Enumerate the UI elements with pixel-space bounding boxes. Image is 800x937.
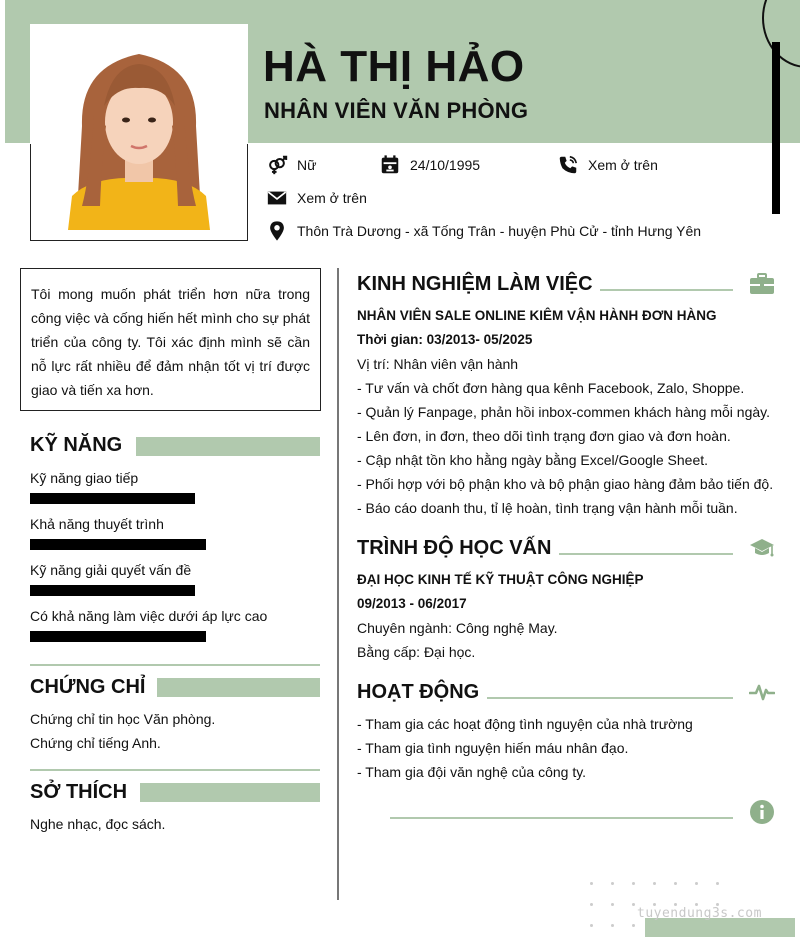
experience-company: NHÂN VIÊN SALE ONLINE KIÊM VẬN HÀNH ĐƠN HÀNG [357, 308, 717, 323]
column-divider [337, 268, 339, 900]
activity-item: - Tham gia đội văn nghệ của công ty. [357, 764, 587, 780]
phone-icon [557, 154, 579, 176]
skill-level-bar [30, 493, 195, 504]
dot [716, 882, 719, 885]
dot [632, 882, 635, 885]
candidate-name: HÀ THỊ HẢO [263, 42, 525, 91]
dot [611, 882, 614, 885]
gender-icon [266, 154, 288, 176]
gender-value: Nữ [297, 157, 317, 173]
dot [653, 882, 656, 885]
dot [590, 882, 593, 885]
experience-duty: - Báo cáo doanh thu, tỉ lệ hoàn, tình trạng vận hành mỗi tuần. [357, 500, 738, 516]
birthday-info [379, 154, 480, 176]
skill-label: Có khả năng làm việc dưới áp lực cao [30, 608, 268, 624]
hobbies-title-bar [140, 783, 320, 802]
section-divider [30, 664, 320, 666]
certificates-title-bar [157, 678, 320, 697]
skills-title: KỸ NĂNG [30, 434, 123, 456]
profile-photo [42, 36, 236, 230]
job-title: NHÂN VIÊN VĂN PHÒNG [264, 98, 529, 123]
watermark: tuyendung3s.com [637, 906, 762, 921]
phone-info [557, 154, 658, 176]
activities-title: HOẠT ĐỘNG [357, 681, 480, 703]
dot [611, 924, 614, 927]
envelope-icon [266, 187, 288, 209]
graduation-cap-icon [749, 535, 775, 561]
skill-level-bar [30, 585, 195, 596]
skill-label: Khả năng thuyết trình [30, 516, 164, 532]
certificate-item: Chứng chỉ tiếng Anh. [30, 735, 161, 751]
experience-title: KINH NGHIỆM LÀM VIỆC [357, 273, 593, 295]
education-degree: Bằng cấp: Đại học. [357, 644, 476, 660]
email-info [266, 187, 367, 209]
calendar-icon [379, 154, 401, 176]
experience-duty: - Quản lý Fanpage, phản hồi inbox-commen khách hàng mỗi ngày. [357, 404, 770, 420]
experience-position: Vị trí: Nhân viên vận hành [357, 356, 519, 372]
experience-duty: - Phối hợp với bộ phận kho và bộ phận giao hàng đảm bảo tiến độ. [357, 476, 774, 492]
education-major: Chuyên ngành: Công nghệ May. [357, 620, 558, 636]
phone-value: Xem ở trên [588, 157, 658, 173]
hobbies-text: Nghe nhạc, đọc sách. [30, 816, 166, 832]
birthday-value: 24/10/1995 [410, 157, 481, 173]
dot [695, 882, 698, 885]
dot [632, 924, 635, 927]
education-school: ĐẠI HỌC KINH TẾ KỸ THUẬT CÔNG NGHIỆP [357, 572, 644, 587]
skill-label: Kỹ năng giao tiếp [30, 470, 139, 486]
address-value: Thôn Trà Dương - xã Tống Trân - huyện Phù Cử - tỉnh Hưng Yên [297, 223, 702, 239]
skill-level-bar [30, 631, 206, 642]
education-title: TRÌNH ĐỘ HỌC VẤN [357, 537, 552, 559]
vertical-bar-decoration [772, 42, 780, 214]
skills-title-bar [136, 437, 320, 456]
experience-duty: - Cập nhật tồn kho hằng ngày bằng Excel/Google Sheet. [357, 452, 709, 468]
activities-title-line [487, 697, 733, 699]
hobbies-title: SỞ THÍCH [30, 781, 128, 803]
experience-duty: - Lên đơn, in đơn, theo dõi tình trạng đơn giao và đơn hoàn. [357, 428, 731, 444]
certificates-title: CHỨNG CHỈ [30, 676, 146, 698]
activity-item: - Tham gia tình nguyện hiến máu nhân đạo. [357, 740, 629, 756]
dot [674, 882, 677, 885]
gender-info [266, 154, 316, 176]
heartbeat-icon [749, 679, 775, 705]
education-period: 09/2013 - 06/2017 [357, 596, 467, 611]
dot [611, 903, 614, 906]
experience-period: Thời gian: 03/2013- 05/2025 [357, 332, 533, 347]
briefcase-icon [749, 271, 775, 297]
career-objective: Tôi mong muốn phát triển hơn nữa trong công việc và cống hiến hết mình cho sự phát triển của công ty. Tôi xác định mình sẽ cần nỗ lực rất nhiều để đảm nhận tốt vị trí được giao và tiến xa hơn. [20, 268, 321, 411]
experience-duty: - Tư vấn và chốt đơn hàng qua kênh Facebook, Zalo, Shoppe. [357, 380, 745, 396]
dot [590, 903, 593, 906]
info-section-line [390, 817, 733, 819]
education-title-line [559, 553, 733, 555]
skill-level-bar [30, 539, 206, 550]
activity-item: - Tham gia các hoạt động tình nguyện của nhà trường [357, 716, 693, 732]
dot [632, 903, 635, 906]
dot [590, 924, 593, 927]
experience-title-line [600, 289, 733, 291]
address-info [266, 220, 701, 242]
email-value: Xem ở trên [297, 190, 367, 206]
section-divider [30, 769, 320, 771]
certificate-item: Chứng chỉ tin học Văn phòng. [30, 711, 216, 727]
location-pin-icon [266, 220, 288, 242]
info-icon [749, 799, 775, 825]
skill-label: Kỹ năng giải quyết vấn đề [30, 562, 192, 578]
